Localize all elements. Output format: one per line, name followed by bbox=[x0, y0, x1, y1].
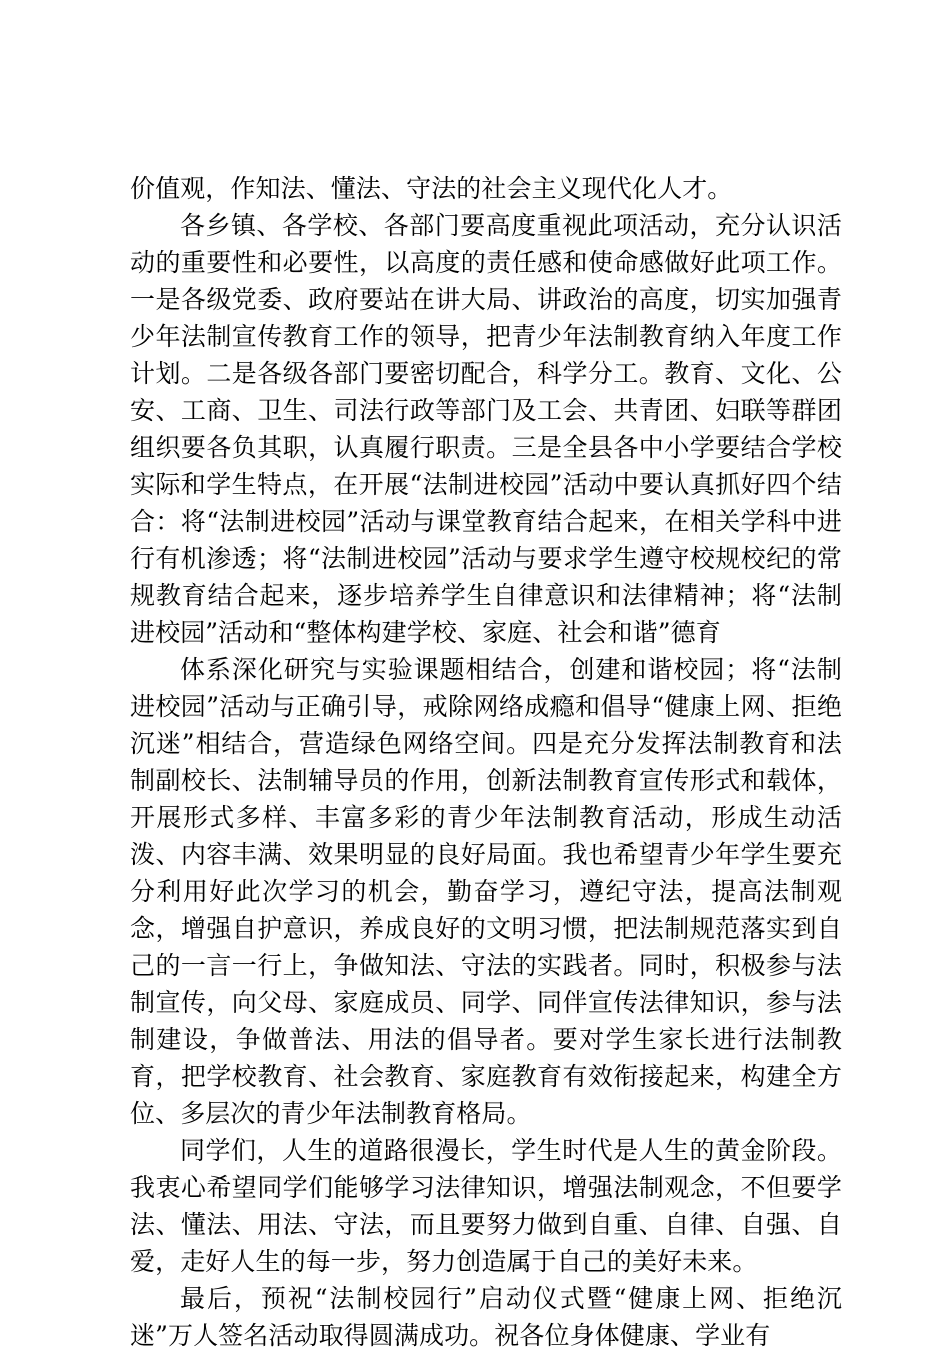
document-body bbox=[130, 170, 842, 1354]
paragraph-2: 各乡镇、各学校、各部门要高度重视此项活动，充分认识活动的重要性和必要性，以高度的责任感和使命感做好此项工作。一是各级党委、政府要站在讲大局、讲政治的高度，切实加强青少年法制宣传教育工作的领导，把青少年法制教育纳入年度工作计划。二是各级各部门要密切配合，科学分工。教育、文化、公安、工商、卫生、司法行政等部门及工会、共青团、妇联等群团组织要各负其职，认真履行职责。三是全县各中小学要结合学校实际和学生特点，在开展“法制进校园”活动中要认真抓好四个结合：将“法制进校园”活动与课堂教育结合起来，在相关学科中进行有机渗透；将“法制进校园”活动与要求学生遵守校规校纪的常规教育结合起来，逐步培养学生自律意识和法律精神；将“法制进校园”活动和“整体构建学校、家庭、社会和谐”德育 bbox=[130, 211, 842, 647]
paragraph-3: 体系深化研究与实验课题相结合，创建和谐校园；将“法制进校园”活动与正确引导，戒除网络成瘾和倡导“健康上网、拒绝沉迷”相结合，营造绿色网络空间。四是充分发挥法制教育和法制副校长、法制辅导员的作用，创新法制教育宣传形式和载体，开展形式多样、丰富多彩的青少年法制教育活动，形成生动活泼、内容丰满、效果明显的良好局面。我也希望青少年学生要充分利用好此次学习的机会，勤奋学习，遵纪守法，提高法制观念，增强自护意识，养成良好的文明习惯，把法制规范落实到自己的一言一行上，争做知法、守法的实践者。同时，积极参与法制宣传，向父母、家庭成员、同学、同伴宣传法律知识，参与法制建设，争做普法、用法的倡导者。要对学生家长进行法制教育，把学校教育、社会教育、家庭教育有效衔接起来，构建全方位、多层次的青少年法制教育格局。 bbox=[130, 655, 842, 1128]
paragraph-4: 同学们，人生的道路很漫长，学生时代是人生的黄金阶段。我衷心希望同学们能够学习法律知识，增强法制观念，不但要学法、懂法、用法、守法，而且要努力做到自重、自律、自强、自爱，走好人生的每一步，努力创造属于自己的美好未来。 bbox=[130, 1136, 842, 1276]
paragraph-5: 最后，预祝“法制校园行”启动仪式暨“健康上网、拒绝沉迷”万人签名活动取得圆满成功。祝各位身体健康、学业有 bbox=[130, 1284, 842, 1350]
paragraph-1: 价值观，作知法、懂法、守法的社会主义现代化人才。 bbox=[130, 174, 733, 203]
